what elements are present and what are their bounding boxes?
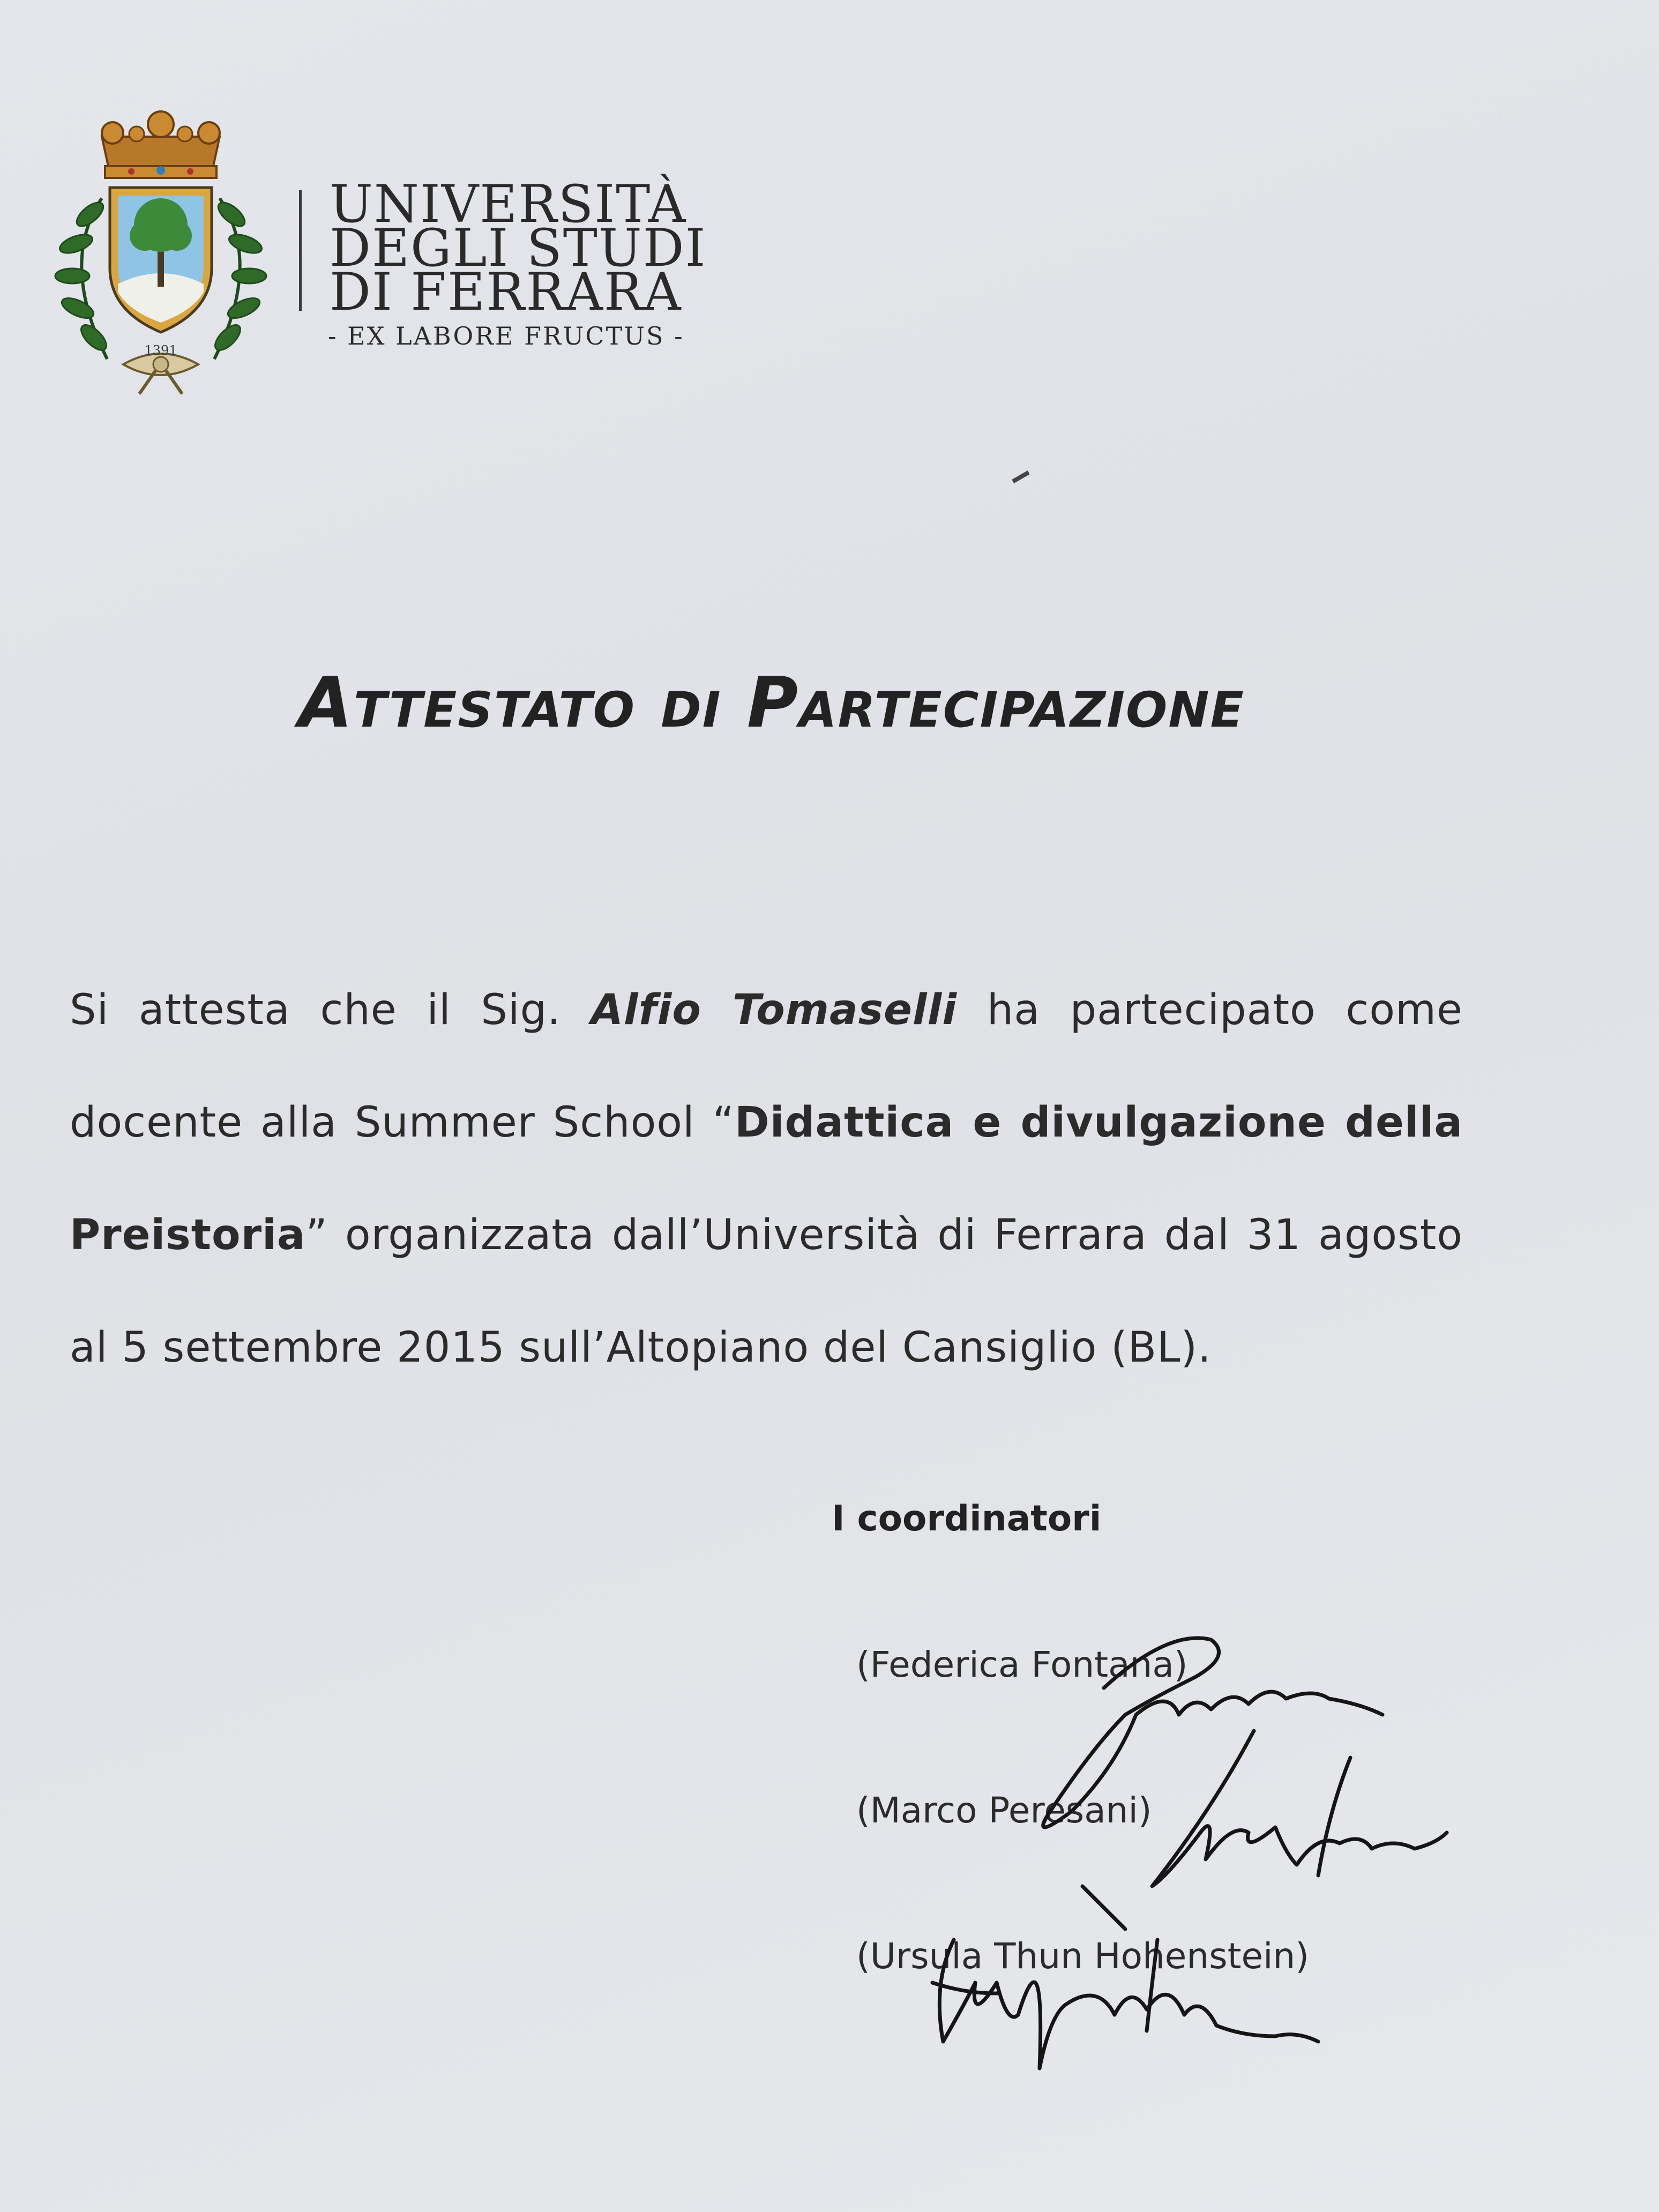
coordinator-name-2: (Marco Peresani) bbox=[856, 1790, 1152, 1831]
university-name bbox=[330, 174, 707, 322]
coordinators-label: I coordinatori bbox=[832, 1498, 1102, 1539]
course-title: Didattica e divulgazione della Preistoria bbox=[70, 1098, 1463, 1259]
university-crest-logo bbox=[43, 107, 279, 397]
certificate-body bbox=[70, 954, 1463, 1404]
crown-icon bbox=[102, 111, 220, 178]
body-role: ha partecipato come docente alla Summer School “ bbox=[70, 986, 1463, 1147]
logo-divider bbox=[299, 190, 302, 311]
ribbon-bow-icon bbox=[123, 354, 198, 394]
shield-icon bbox=[110, 188, 212, 332]
university-name-line-2: DEGLI STUDI bbox=[330, 218, 707, 278]
paper-speck bbox=[1012, 470, 1029, 483]
body-details: ” organizzata dall’Università di Ferrara dal 31 agosto al 5 settembre 2015 sull’Altopiano del Cansiglio (BL). bbox=[70, 1211, 1463, 1372]
coordinator-name-1: (Federica Fontana) bbox=[856, 1644, 1188, 1685]
svg-text:1391: 1391 bbox=[144, 343, 177, 358]
university-name-line-3: DI FERRARA bbox=[330, 262, 682, 322]
certificate-title: Attestato di Partecipazione bbox=[298, 662, 1245, 743]
university-name-line-1: UNIVERSITÀ bbox=[330, 174, 687, 234]
coordinator-name-3: (Ursula Thun Hohenstein) bbox=[856, 1935, 1310, 1977]
body-intro: Si attesta che il Sig. bbox=[70, 986, 591, 1034]
university-motto: - EX LABORE FRUCTUS - bbox=[328, 322, 684, 350]
participant-name: Alfio Tomaselli bbox=[591, 986, 958, 1034]
